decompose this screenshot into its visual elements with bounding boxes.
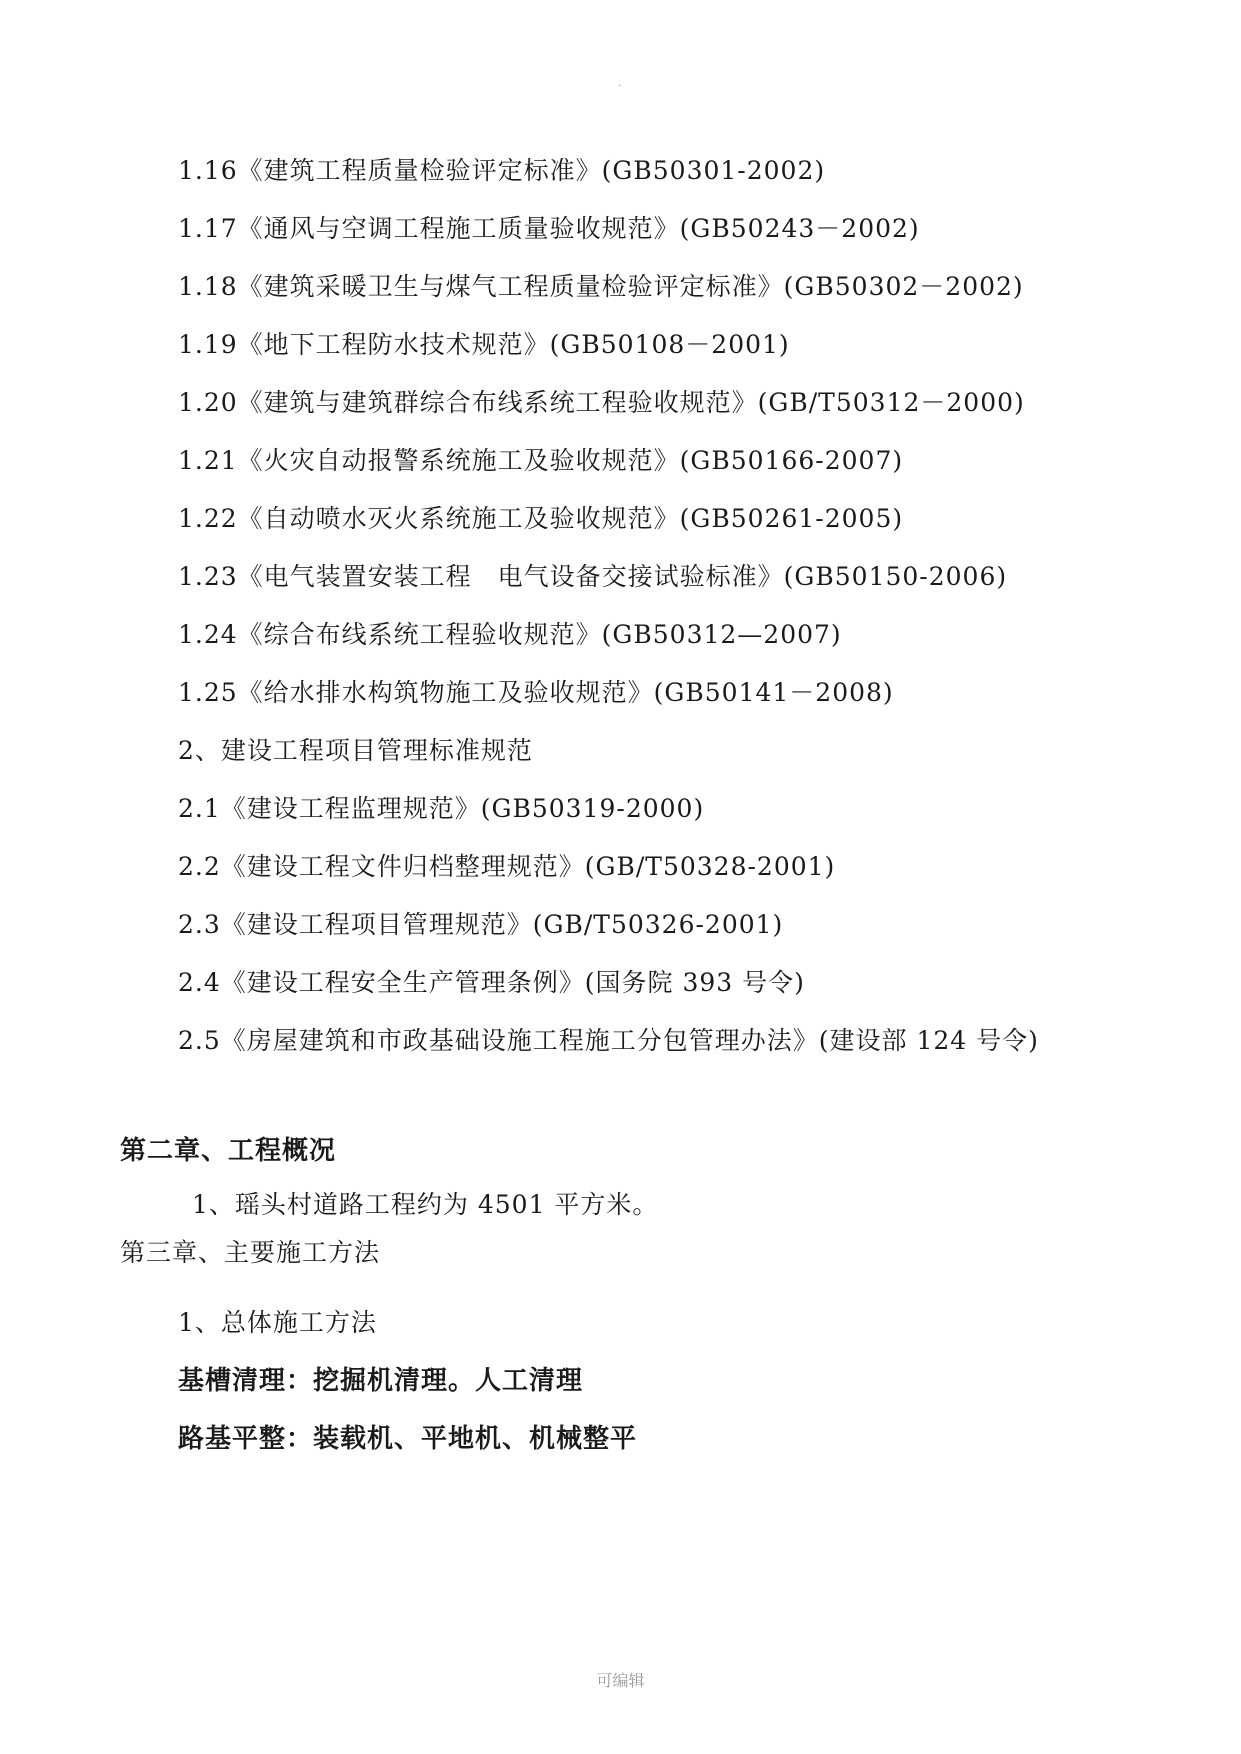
- standard-item: 1.25《给水排水构筑物施工及验收规范》(GB50141－2008): [178, 678, 894, 707]
- standard-item: 1.23《电气装置安装工程 电气设备交接试验标准》(GB50150-2006): [178, 562, 1008, 591]
- standard-item: 1.19《地下工程防水技术规范》(GB50108－2001): [178, 330, 790, 359]
- method-line: 路基平整：装载机、平地机、机械整平: [178, 1424, 638, 1454]
- chapter2-title: 第二章、工程概况: [120, 1136, 337, 1166]
- chapter2-item: 1、瑶头村道路工程约为 4501 平方米。: [192, 1190, 659, 1219]
- standard-item: 1.22《自动喷水灭火系统施工及验收规范》(GB50261-2005): [178, 504, 904, 533]
- standard-item: 1.20《建筑与建筑群综合布线系统工程验收规范》(GB/T50312－2000): [178, 388, 1025, 417]
- section-heading: 2、建设工程项目管理标准规范: [178, 736, 533, 765]
- method-line: 基槽清理：挖掘机清理。人工清理: [178, 1366, 584, 1396]
- standard-item: 2.5《房屋建筑和市政基础设施工程施工分包管理办法》(建设部 124 号令): [178, 1026, 1039, 1055]
- footer-editable-label: 可编辑: [596, 1671, 645, 1690]
- standard-item: 1.17《通风与空调工程施工质量验收规范》(GB50243－2002): [178, 214, 920, 243]
- chapter3-item: 1、总体施工方法: [178, 1308, 377, 1337]
- standard-item: 2.2《建设工程文件归档整理规范》(GB/T50328-2001): [178, 852, 836, 881]
- standard-item: 2.3《建设工程项目管理规范》(GB/T50326-2001): [178, 910, 784, 939]
- chapter3-title: 第三章、主要施工方法: [120, 1238, 381, 1267]
- standard-item: 1.16《建筑工程质量检验评定标准》(GB50301-2002): [178, 156, 826, 185]
- standard-item: 2.1《建设工程监理规范》(GB50319-2000): [178, 794, 705, 823]
- standard-item: 1.24《综合布线系统工程验收规范》(GB50312—2007): [178, 620, 842, 649]
- header-mark: .: [618, 78, 622, 89]
- standard-item: 1.18《建筑采暖卫生与煤气工程质量检验评定标准》(GB50302－2002): [178, 272, 1024, 301]
- standard-item: 1.21《火灾自动报警系统施工及验收规范》(GB50166-2007): [178, 446, 904, 475]
- standard-item: 2.4《建设工程安全生产管理条例》(国务院 393 号令): [178, 968, 805, 997]
